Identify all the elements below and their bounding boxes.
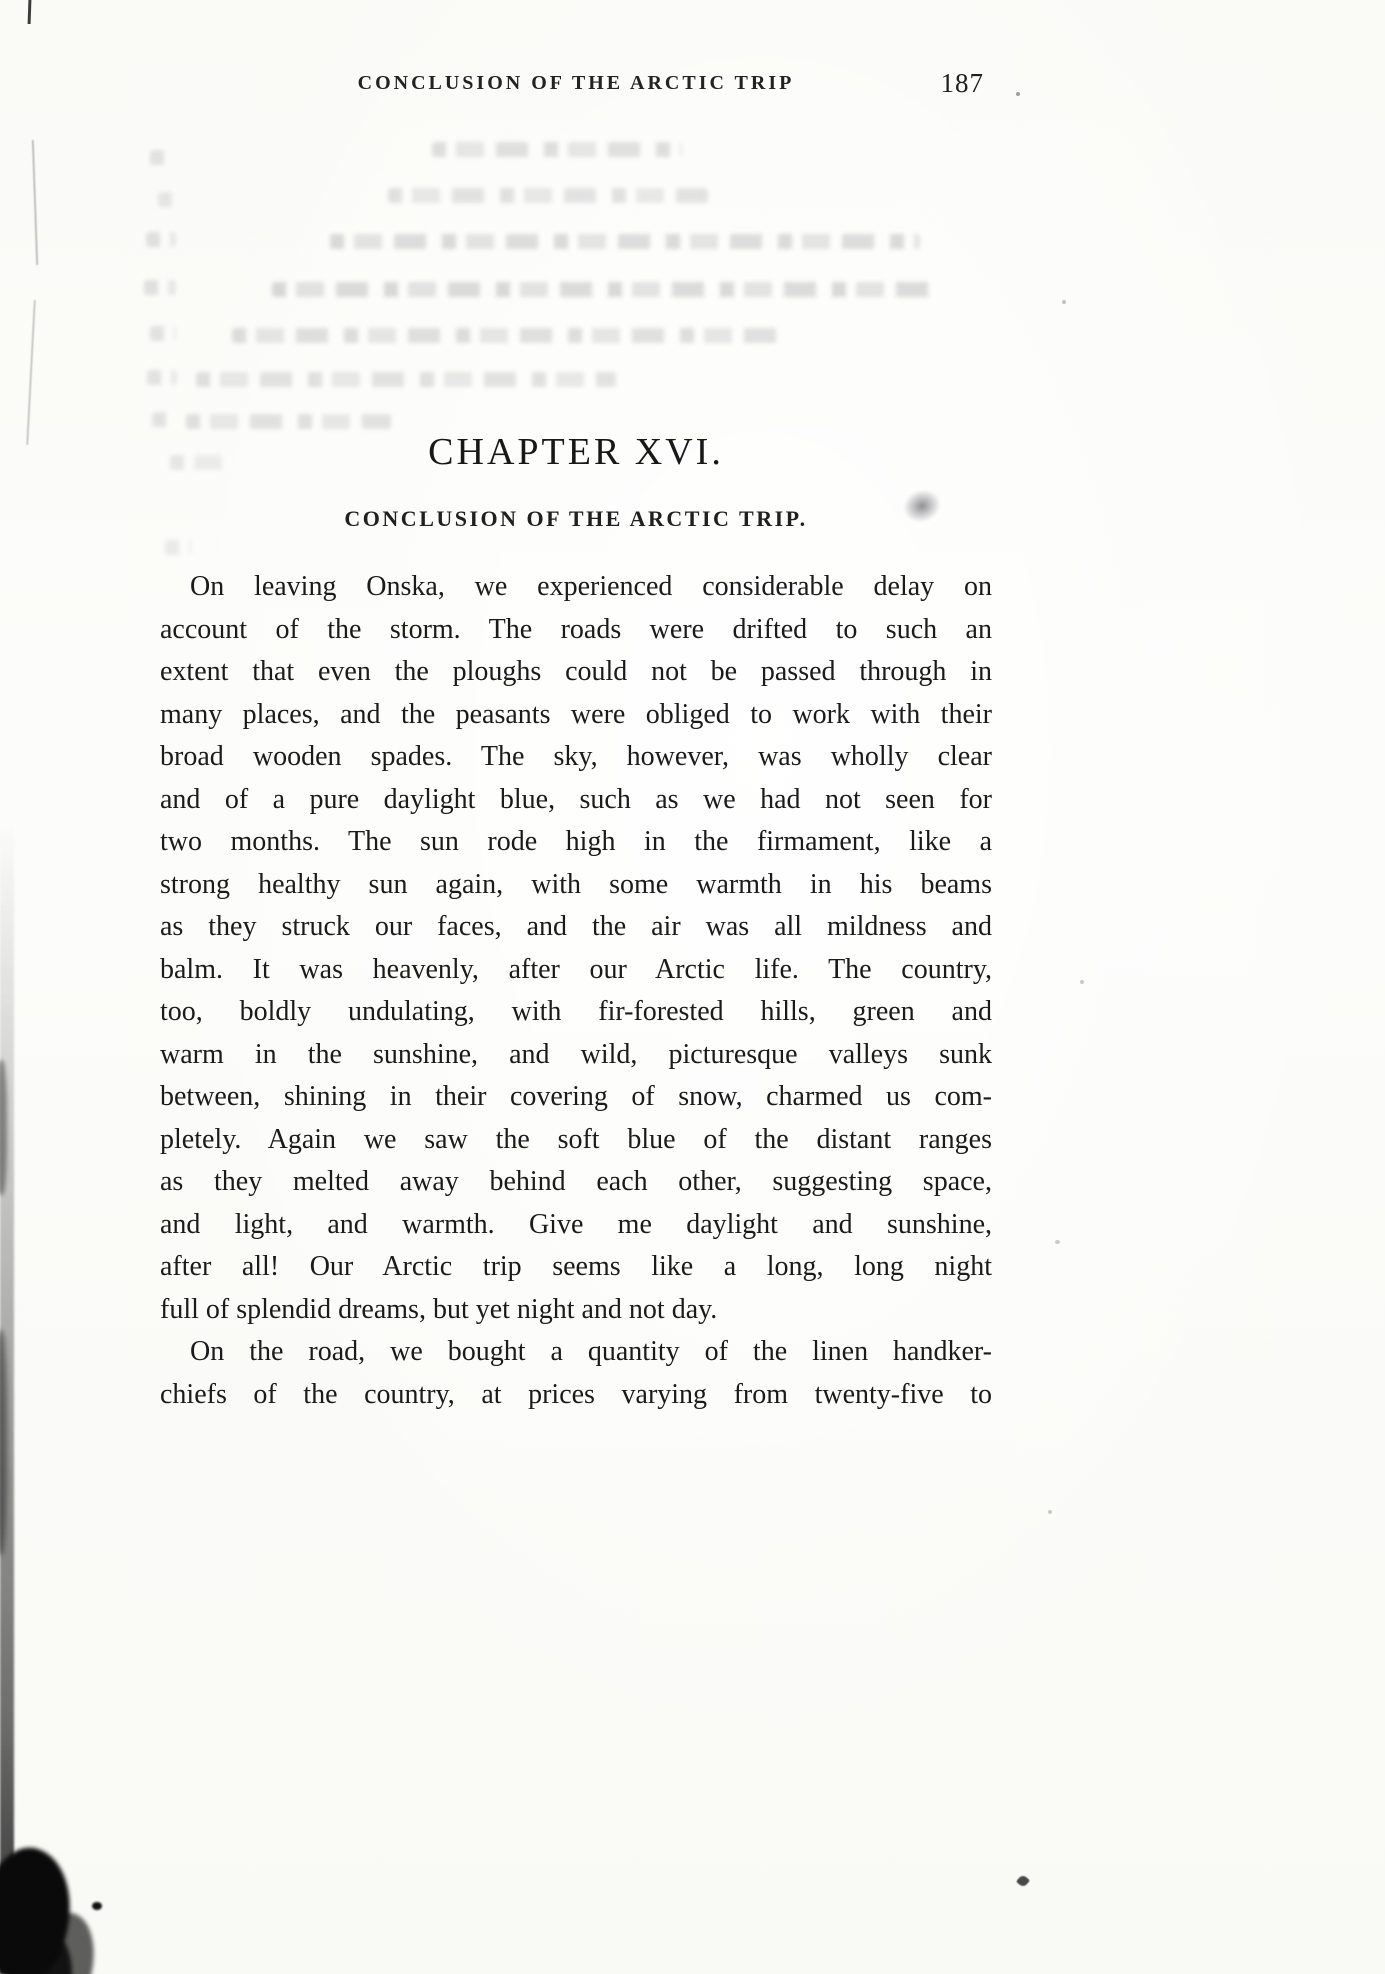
text-line: balm. It was heavenly, after our Arctic life. The country, <box>160 953 992 985</box>
text-line: too, boldly undulating, with fir-forested hills, green and <box>160 996 992 1027</box>
bleedthrough-mark <box>144 280 176 295</box>
bleedthrough-mark <box>165 540 191 555</box>
text-line: extent that even the ploughs could not be passed through in <box>160 656 992 687</box>
ink-speck <box>1080 980 1084 984</box>
bleedthrough-line <box>432 142 682 157</box>
ink-speck <box>1055 1240 1060 1244</box>
text-line: as they melted away behind each other, suggesting space, <box>160 1166 992 1197</box>
bleedthrough-mark <box>158 192 176 207</box>
text-line: between, shining in their covering of snow, charmed us com- <box>160 1081 992 1112</box>
text-line: two months. The sun rode high in the firmament, like a <box>160 826 992 857</box>
ink-speck <box>1048 1510 1052 1514</box>
bleedthrough-line <box>196 372 616 387</box>
text-line: warm in the sunshine, and wild, picturesque valleys sunk <box>160 1038 992 1070</box>
chapter-heading: CHAPTER XVI. <box>428 431 724 473</box>
text-line: chiefs of the country, at prices varying from twenty-five to <box>160 1378 992 1410</box>
bleedthrough-line <box>388 188 708 203</box>
bleedthrough-mark <box>150 150 172 165</box>
text-line: and of a pure daylight blue, such as we had not seen for <box>160 783 992 815</box>
binding-shadow <box>0 820 14 1974</box>
ink-speck <box>1062 300 1066 304</box>
page-number: 187 <box>940 68 984 98</box>
scan-mark <box>32 140 38 265</box>
paragraph <box>160 566 992 1331</box>
bleedthrough-mark <box>146 232 176 247</box>
body-text <box>160 566 992 1416</box>
bleedthrough-line <box>330 234 920 249</box>
bleedthrough-mark <box>147 370 177 385</box>
running-header-title: CONCLUSION OF THE ARCTIC TRIP <box>357 72 795 94</box>
scan-mark <box>28 0 32 24</box>
text-line: after all! Our Arctic trip seems like a long, long night <box>160 1251 992 1282</box>
text-line: pletely. Again we saw the soft blue of the distant ranges <box>160 1123 992 1155</box>
bleedthrough-mark <box>150 326 176 341</box>
bleedthrough-line <box>232 328 777 343</box>
ink-speck <box>92 1902 102 1910</box>
ink-speck <box>1016 92 1020 96</box>
text-line: many places, and the peasants were obliged to work with their <box>160 698 992 730</box>
chapter-subtitle: CONCLUSION OF THE ARCTIC TRIP. <box>344 506 808 531</box>
text-line: and light, and warmth. Give me daylight and sunshine, <box>160 1208 992 1240</box>
text-line: strong healthy sun again, with some warmth in his beams <box>160 868 992 900</box>
text-line: full of splendid dreams, but yet night and not day. <box>160 1293 718 1325</box>
scan-mark <box>26 300 36 445</box>
ink-blot <box>0 1060 7 1195</box>
text-line: account of the storm. The roads were drifted to such an <box>160 613 992 645</box>
text-line: On the road, we bought a quantity of the linen handker- <box>190 1336 992 1367</box>
text-line: broad wooden spades. The sky, however, was wholly clear <box>160 741 992 772</box>
ink-blot <box>0 1839 85 1974</box>
running-header <box>160 68 992 106</box>
ink-speck <box>1016 1874 1030 1888</box>
paragraph <box>160 1331 992 1416</box>
bleedthrough-line <box>186 414 391 429</box>
ink-blot <box>0 1330 7 1555</box>
bleedthrough-line <box>272 282 937 297</box>
text-line: On leaving Onska, we experienced considerable delay on <box>190 571 992 602</box>
text-line: as they struck our faces, and the air was all mildness and <box>160 911 992 942</box>
bleedthrough-mark <box>152 412 176 427</box>
